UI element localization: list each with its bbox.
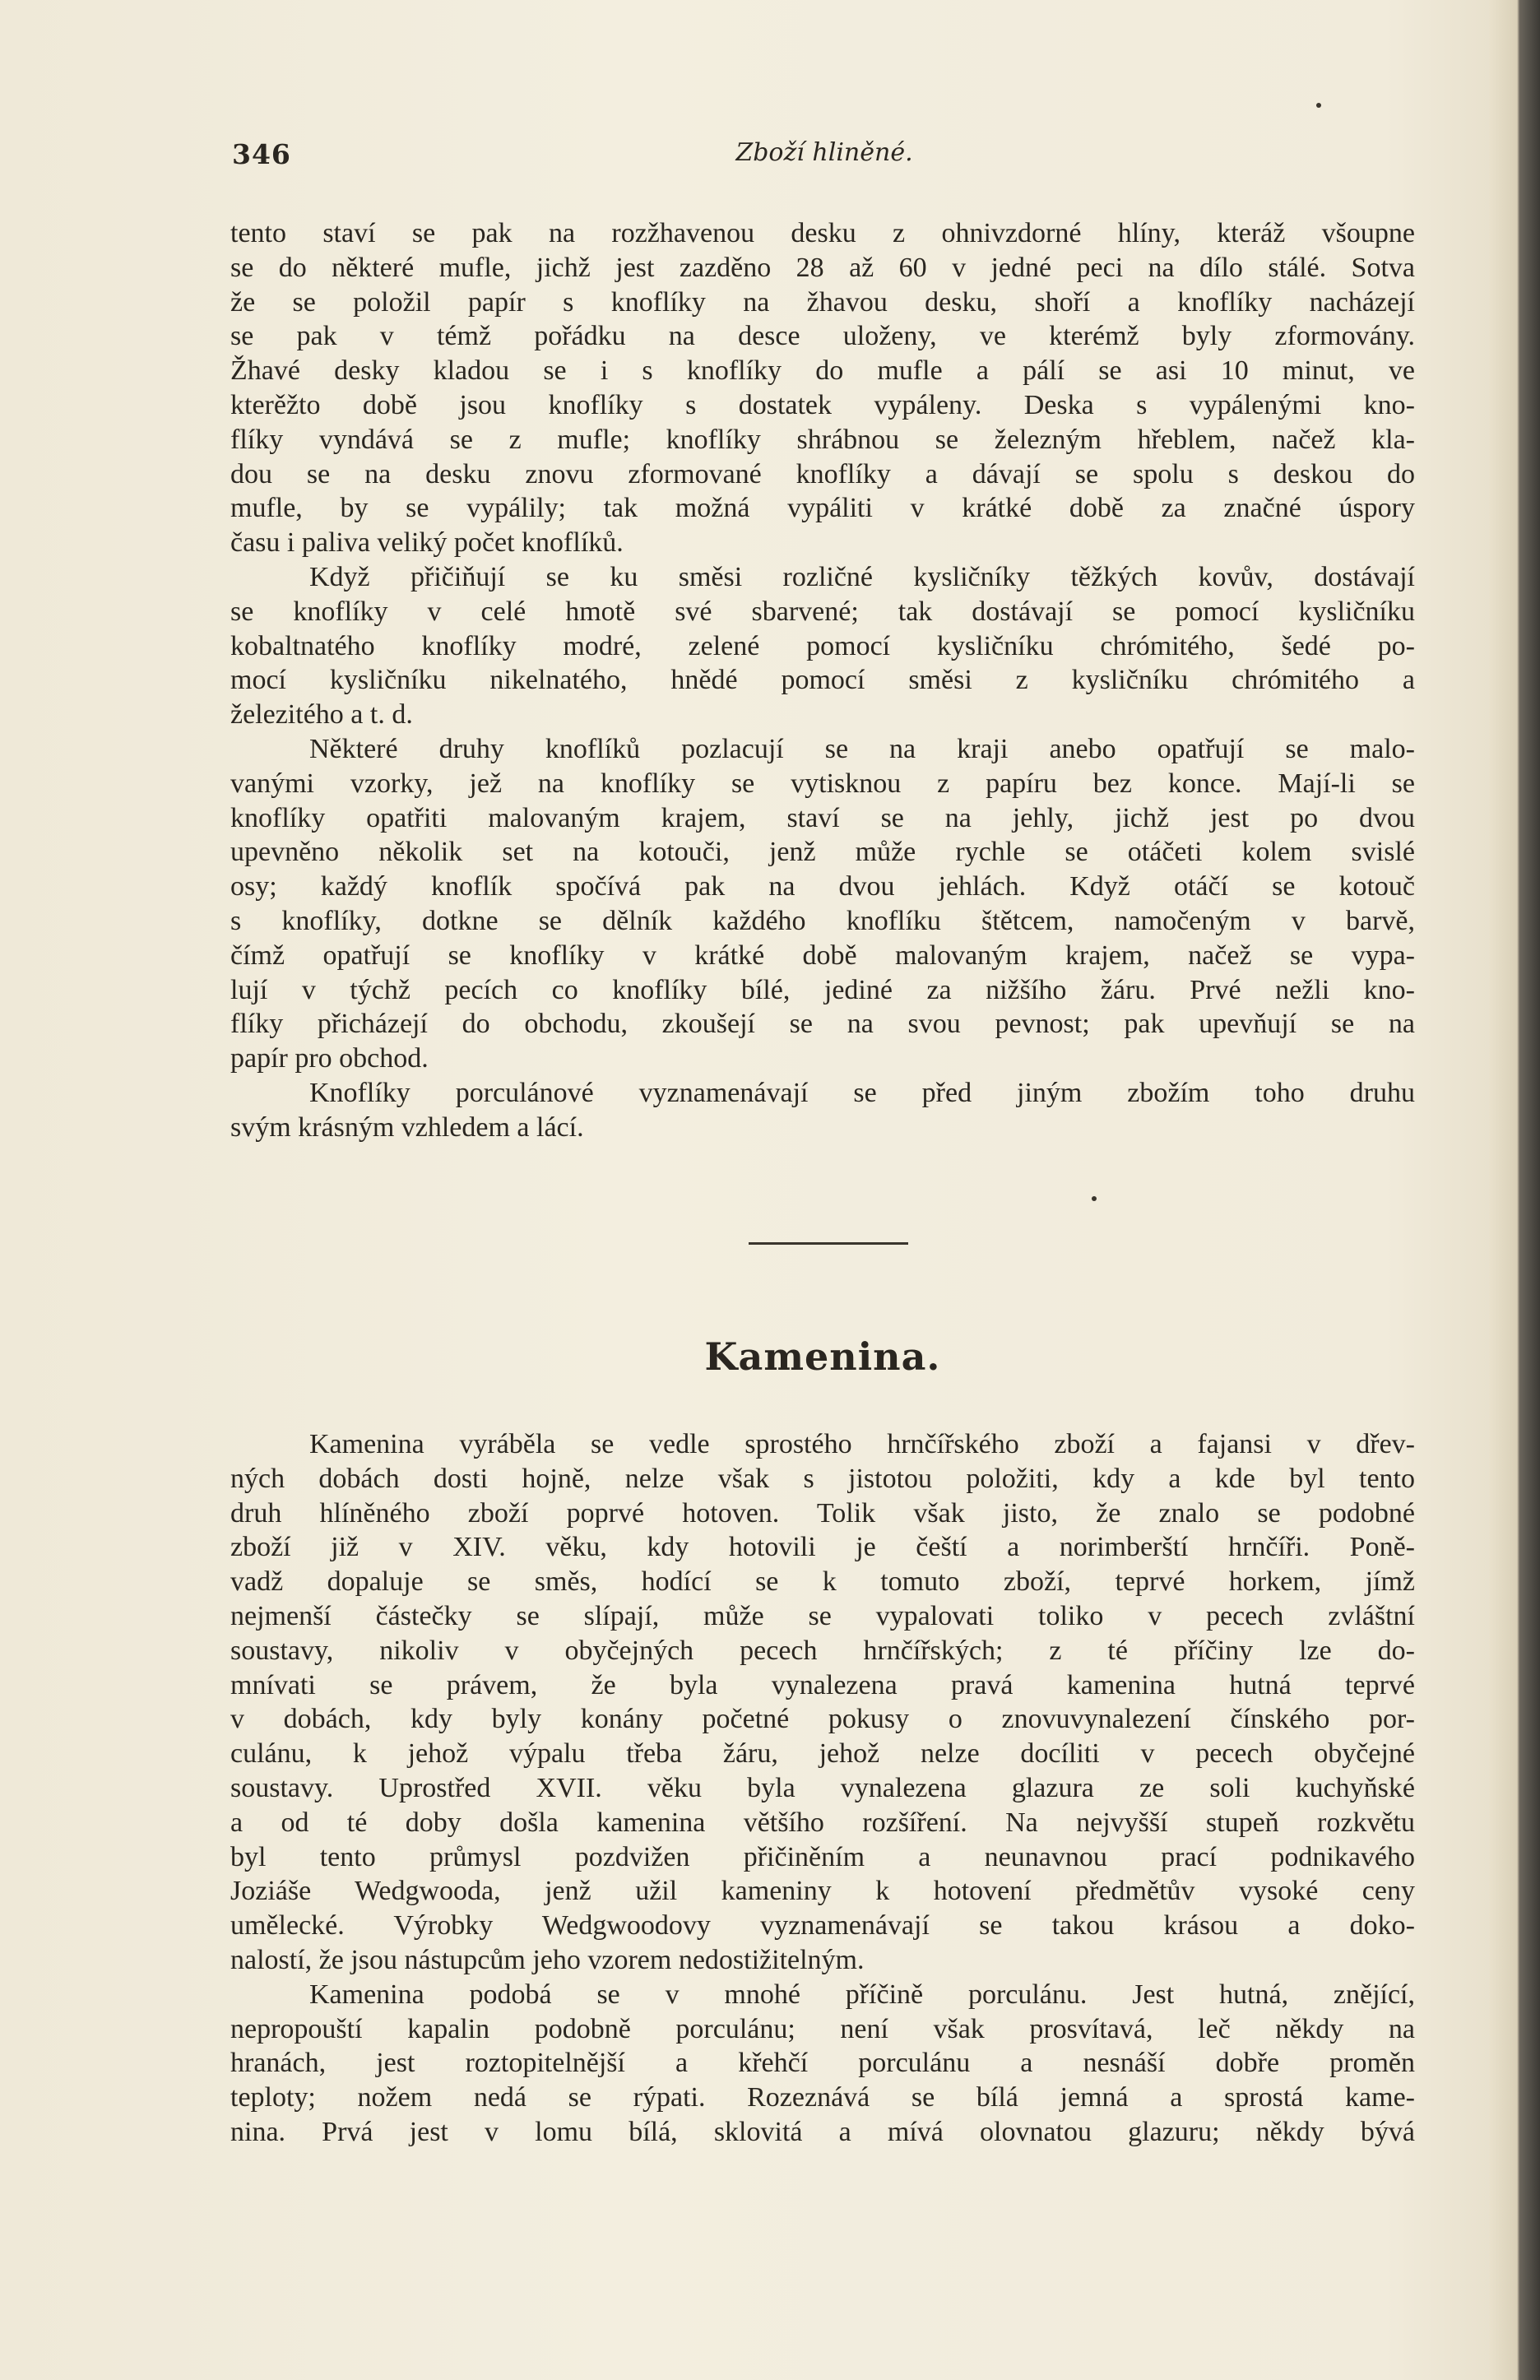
text-line: Kamenina vyráběla se vedle sprostého hrnčířského zboží a fajansi v dřev- <box>309 1429 1415 1459</box>
text-line: teploty; nožem nedá se rýpati. Rozeznává se bílá jemná a sprostá kame- <box>230 2082 1415 2113</box>
section-divider <box>749 1242 908 1245</box>
text-line: že se položil papír s knoflíky na žhavou desku, shoří a knoflíky nacházejí <box>230 286 1415 318</box>
text-line: knoflíky opatřiti malovaným krajem, staví se na jehly, jichž jest po dvou <box>230 802 1415 833</box>
text-line: s knoflíky, dotkne se dělník každého knoflíku štětcem, namočeným v barvě, <box>230 905 1415 936</box>
text-line: flíky vyndává se z mufle; knoflíky shrábnou se železným hřeblem, načež kla- <box>230 424 1415 455</box>
page-number: 346 <box>232 138 291 170</box>
text-line: mufle, by se vypálily; tak možná vypáliti v krátké době za značné úspory <box>230 493 1415 524</box>
text-line: dou se na desku znovu zformované knoflíky a dávají se spolu s deskou do <box>230 458 1415 489</box>
text-line: se do některé mufle, jichž jest zazděno 28 až 60 v jedné peci na dílo stálé. Sotva <box>230 252 1415 283</box>
text-line: soustavy, nikoliv v obyčejných pecech hrnčířských; z té příčiny lze do- <box>230 1635 1415 1666</box>
text-line: Joziáše Wedgwooda, jenž užil kameniny k hotovení předmětův vysoké ceny <box>230 1876 1415 1907</box>
text-line: kobaltnatého knoflíky modré, zelené pomocí kysličníku chrómitého, šedé po- <box>230 630 1415 661</box>
text-line: se pak v témž pořádku na desce uloženy, ve kterémž byly zformovány. <box>230 321 1415 352</box>
running-title: Zboží hliněné. <box>735 138 913 167</box>
print-speck <box>1316 103 1321 108</box>
text-line: flíky přicházejí do obchodu, zkoušejí se na svou pevnost; pak upevňují se na <box>230 1009 1415 1040</box>
text-line: lují v týchž pecích co knoflíky bílé, jediné za nižšího žáru. Prvé nežli kno- <box>230 974 1415 1005</box>
text-line: umělecké. Výrobky Wedgwoodovy vyznamenávají se takou krásou a doko- <box>230 1910 1415 1942</box>
text-line: nina. Prvá jest v lomu bílá, sklovitá a mívá olovnatou glazuru; někdy bývá <box>230 2116 1415 2147</box>
text-line: svým krásným vzhledem a lácí. <box>230 1111 584 1143</box>
text-line: vadž dopaluje se směs, hodící se k tomuto zboží, teprvé horkem, jímž <box>230 1566 1415 1598</box>
section-title: Kamenina. <box>704 1334 941 1379</box>
text-line: zboží již v XIV. věku, kdy hotovili je čeští a norimberští hrnčíři. Poně- <box>230 1532 1415 1563</box>
text-line: vanými vzorky, jež na knoflíky se vytisknou z papíru bez konce. Mají-li se <box>230 768 1415 799</box>
text-line: Některé druhy knoflíků pozlacují se na kraji anebo opatřují se malo- <box>309 733 1415 764</box>
text-line: nejmenší částečky se slípají, může se vypalovati toliko v pecech zvláštní <box>230 1600 1415 1631</box>
text-line: tento staví se pak na rozžhavenou desku z ohnivzdorné hlíny, kteráž všoupne <box>230 218 1415 248</box>
text-block-stoneware <box>230 1427 1415 2150</box>
text-line: Žhavé desky kladou se i s knoflíky do mufle a pálí se asi 10 minut, ve <box>230 355 1415 387</box>
text-line: času i paliva veliký počet knoflíků. <box>230 527 624 559</box>
text-line: culánu, k jehož výpalu třeba žáru, jehož nelze docíliti v pecech obyčejné <box>230 1738 1415 1770</box>
text-line: kterěžto době jsou knoflíky s dostatek vypáleny. Deska s vypálenými kno- <box>230 389 1415 420</box>
text-line: ných dobách dosti hojně, nelze však s jistotou položiti, kdy a kde byl tento <box>230 1463 1415 1494</box>
text-line: papír pro obchod. <box>230 1043 429 1074</box>
page-binding-edge <box>1489 0 1540 2380</box>
text-line: osy; každý knoflík spočívá pak na dvou jehlách. Když otáčí se kotouč <box>230 871 1415 902</box>
text-line: a od té doby došla kamenina většího rozšíření. Na nejvyšší stupeň rozkvětu <box>230 1807 1415 1838</box>
page-header <box>232 138 1417 171</box>
text-block-buttons <box>230 216 1415 1145</box>
text-line: soustavy. Uprostřed XVII. věku byla vynalezena glazura ze soli kuchyňské <box>230 1772 1415 1803</box>
text-line: v dobách, kdy byly konány početné pokusy o znovuvynalezení čínského por- <box>230 1704 1415 1735</box>
text-line: železitého a t. d. <box>230 699 413 731</box>
text-line: se knoflíky v celé hmotě své sbarvené; tak dostávají se pomocí kysličníku <box>230 596 1415 627</box>
text-line: nepropouští kapalin podobně porculánu; není však prosvítavá, leč někdy na <box>230 2013 1415 2044</box>
text-line: nalostí, že jsou nástupcům jeho vzorem nedostižitelným. <box>230 1944 865 1975</box>
text-line: čímž opatřují se knoflíky v krátké době malovaným krajem, načež se vypa- <box>230 939 1415 971</box>
text-line: Kamenina podobá se v mnohé příčině porculánu. Jest hutná, znějící, <box>309 1979 1415 2010</box>
text-line: byl tento průmysl pozdvižen přičiněním a neunavnou prací podnikavého <box>230 1841 1415 1872</box>
text-line: hranách, jest roztopitelnější a křehčí porculánu a nesnáší dobře proměn <box>230 2048 1415 2079</box>
text-line: mnívati se právem, že byla vynalezena pravá kamenina hutná teprvé <box>230 1669 1415 1700</box>
text-line: upevněno několik set na kotouči, jenž může rychle se otáčeti kolem svislé <box>230 837 1415 868</box>
text-line: Když přičiňují se ku směsi rozličné kysličníky těžkých kovův, dostávají <box>309 561 1415 592</box>
text-line: mocí kysličníku nikelnatého, hnědé pomocí směsi z kysličníku chrómitého a <box>230 665 1415 696</box>
text-line: Knoflíky porculánové vyznamenávají se před jiným zbožím toho druhu <box>309 1077 1415 1108</box>
print-speck <box>1092 1196 1097 1201</box>
text-line: druh hlíněného zboží poprvé hotoven. Tolik však jisto, že znalo se podobné <box>230 1497 1415 1529</box>
